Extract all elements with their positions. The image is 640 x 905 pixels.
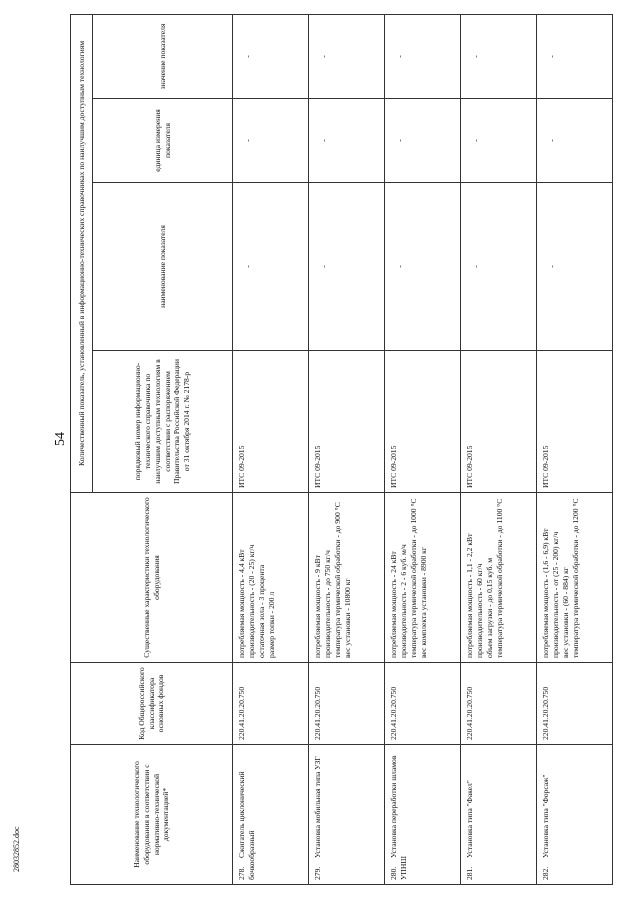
row-number: 282. [541,866,550,880]
char-line: производительность - (20 - 25) кг/ч [246,544,256,658]
row-number: 280. [389,866,398,880]
row-characteristics [461,493,537,663]
row-name-cell [233,745,309,885]
header-ref-number: порядковый номер информационно-технического справочника по наилучшим доступным технологиям в соответствии с распоряжением Правительства Российской Федерации от 31 октября 2014 г. № 2178-р [93,351,233,493]
row-indicator: - [309,183,385,351]
header-name: Наименование технологического оборудования в соответствии с нормативно-технической документацией* [71,745,233,885]
char-line: потребляемая мощность - (1,6 - 6,9) кВт [541,528,550,658]
row-number: 278. [237,866,246,880]
row-indicator: - [461,183,537,351]
row-ref: ИТС 09-2015 [461,351,537,493]
row-indicator: - [233,183,309,351]
page-number: 54 [53,432,68,446]
row-value: - [309,14,385,98]
header-group: Количественный показатель, установленный в информационно-технических справочниках по наилучшим доступным технологиям [71,14,93,492]
row-ref: ИТС 09-2015 [537,351,613,493]
char-line: потребляемая мощность - 24 кВт [389,551,398,658]
char-line: производительность - до 750 кг/ч [322,550,332,658]
row-ref: ИТС 09-2015 [385,351,461,493]
row-name-cell [309,745,385,885]
row-unit: - [233,99,309,183]
row-name-cell [385,745,461,885]
row-name: Установка переработки шламов УПНШ [389,755,408,880]
char-line: производительность - от (25 - 200) кг/ч [550,531,560,658]
header-unit: единица измерения показателя [93,99,233,183]
row-number: 279. [313,866,322,880]
char-line: температура термической обработки - до 1100 °С [494,498,504,658]
row-characteristics [385,493,461,663]
row-name: Установка типа "Форсаж" [541,774,550,858]
char-line: размер топки - 200 л [266,591,276,658]
row-indicator: - [385,183,461,351]
table-row [461,14,537,884]
char-line: остаточная зола - 3 процента [256,564,266,658]
row-name-cell [537,745,613,885]
row-value: - [385,14,461,98]
equipment-table [70,14,613,885]
row-characteristics [233,493,309,663]
row-code: 220.41.20.20.750 [233,663,309,745]
table-row [537,14,613,884]
row-name-cell [461,745,537,885]
char-line: потребляемая мощность - 9 кВт [313,555,322,658]
header-characteristics: Существенные характеристики технологического оборудования [71,493,233,663]
row-characteristics [537,493,613,663]
row-unit: - [537,99,613,183]
row-code: 220.41.20.20.750 [461,663,537,745]
header-code: Код Общероссийского классификатора основных фондов [71,663,233,745]
table-row [233,14,309,884]
row-unit: - [309,99,385,183]
row-unit: - [385,99,461,183]
table-row [309,14,385,884]
char-line: производительность - 60 кг/ч [474,563,484,658]
char-line: температура термической обработки - до 1200 °С [570,498,580,658]
row-code: 220.41.20.20.750 [537,663,613,745]
row-value: - [537,14,613,98]
char-line: производительность - 2 - 6 куб. м/ч [398,544,408,658]
char-line: вес комплекта установки - 8900 кг [418,547,428,658]
row-name: Сжигатель циклонический бочкообразный [237,771,256,880]
row-characteristics [309,493,385,663]
char-line: температура термической обработки - до 1000 °С [408,498,418,658]
row-value: - [461,14,537,98]
row-ref: ИТС 09-2015 [309,351,385,493]
row-code: 220.41.20.20.750 [385,663,461,745]
char-line: вес установки - (60 - 884) кг [560,567,570,658]
char-line: температура термической обработки - до 900 °С [332,502,342,658]
row-ref: ИТС 09-2015 [233,351,309,493]
row-unit: - [461,99,537,183]
footer-filename: 28032852.doc [12,826,21,872]
header-indicator-name: наименование показателя [93,183,233,351]
char-line: потребляемая мощность - 1,1 - 2,2 кВт [465,533,474,658]
table-row [385,14,461,884]
rotated-table-container [70,15,630,885]
row-value: - [233,14,309,98]
header-value: значение показателя [93,14,233,98]
char-line: вес установки - 10800 кг [342,578,352,658]
row-name: Установка мобильная типа УЗГ [313,756,322,858]
row-number: 281. [465,866,474,880]
char-line: потребляемая мощность - 4,4 кВт [237,549,246,658]
row-code: 220.41.20.20.750 [309,663,385,745]
row-name: Установка типа "Факел" [465,780,474,858]
char-line: объем загрузки - до 0,15 куб. м [484,557,494,658]
row-indicator: - [537,183,613,351]
